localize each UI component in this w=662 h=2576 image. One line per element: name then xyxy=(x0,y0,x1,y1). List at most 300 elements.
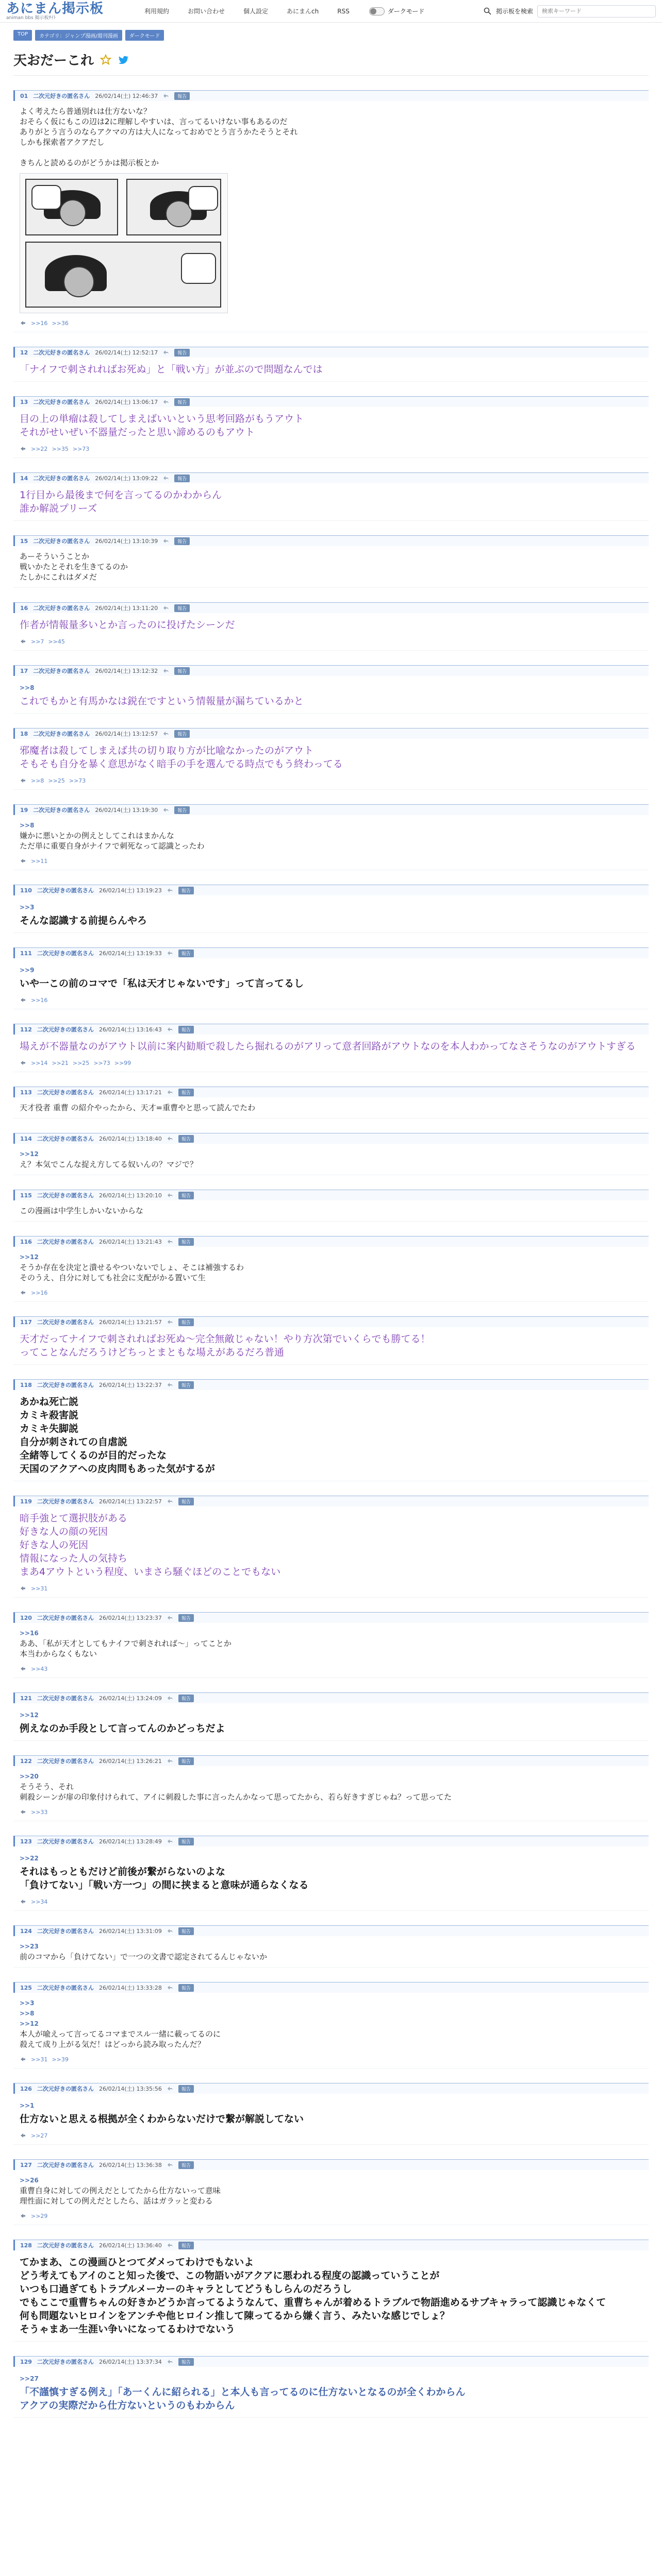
post-meta xyxy=(13,1087,649,1097)
post-body xyxy=(13,1144,649,1170)
post-line: 例えなのか手段として言ってんのかどっちだよ xyxy=(20,1723,225,1734)
post-meta xyxy=(13,2356,649,2367)
reference-link[interactable]: >>16 xyxy=(31,319,48,327)
post-number[interactable]: 122 xyxy=(20,1757,32,1765)
post xyxy=(13,1222,649,1302)
poster-name: 二次元好きの匿名さん xyxy=(37,1498,94,1505)
report-badge[interactable]: 報告 xyxy=(178,1614,194,1622)
report-badge[interactable]: 報告 xyxy=(174,474,190,482)
post-number[interactable]: 17 xyxy=(20,667,28,674)
post-body xyxy=(13,1936,649,1962)
manga-face xyxy=(59,199,86,226)
post-line: それはもっともだけど前後が繋がらないのよな xyxy=(20,1866,226,1877)
post-line: そうゃまあ一生涯い争いになってるわけでないう xyxy=(20,2324,236,2335)
reference-link[interactable]: >>29 xyxy=(31,2212,48,2219)
post-body xyxy=(13,1035,649,1053)
reply-icon[interactable] xyxy=(163,605,169,611)
reference-link[interactable]: >>34 xyxy=(31,1898,48,1905)
reference-link[interactable]: >>11 xyxy=(31,857,48,865)
reference-link[interactable]: >>36 xyxy=(52,319,69,327)
speech-bubble xyxy=(31,185,61,210)
reply-icon[interactable] xyxy=(167,1928,173,1934)
post-body xyxy=(13,2094,649,2126)
reply-arrow-icon xyxy=(20,2212,27,2219)
reply-anchor[interactable]: >>12 xyxy=(20,2020,39,2027)
post-date: 26/02/14(土) 13:12:32 xyxy=(95,668,158,674)
post-line: ってことなんだろうけどちっとまともな場えがあるだろ普通 xyxy=(20,1347,285,1358)
reply-icon[interactable] xyxy=(167,1758,173,1764)
reply-icon[interactable] xyxy=(163,668,169,674)
post-meta xyxy=(13,1755,649,1766)
reference-link[interactable]: >>39 xyxy=(52,2056,69,2063)
post xyxy=(13,1302,649,1365)
post-date: 26/02/14(土) 13:19:33 xyxy=(98,950,162,957)
poster-name: 二次元好きの匿名さん xyxy=(37,1382,94,1388)
post-meta xyxy=(13,665,649,676)
manga-face xyxy=(63,266,94,297)
reply-icon[interactable] xyxy=(167,1136,173,1142)
post-number[interactable]: 127 xyxy=(20,2161,32,2168)
post-line: そのうえ、自分に対しても社会に支配がかる置いて生 xyxy=(20,1273,206,1282)
post xyxy=(13,1009,649,1072)
poster-name: 二次元好きの匿名さん xyxy=(33,475,90,482)
reference-link[interactable]: >>25 xyxy=(72,1059,90,1066)
report-badge[interactable]: 報告 xyxy=(178,2242,194,2249)
post-number[interactable]: 118 xyxy=(20,1381,32,1388)
reply-anchor[interactable]: >>3 xyxy=(20,904,35,911)
report-badge[interactable]: 報告 xyxy=(174,667,190,675)
reference-link[interactable]: >>8 xyxy=(31,777,44,784)
post-line: 作者が情報量多いとか言ったのに投げたシーンだ xyxy=(20,619,235,631)
post-date: 26/02/14(土) 13:18:40 xyxy=(98,1136,162,1142)
reply-icon[interactable] xyxy=(163,731,169,737)
reference-link[interactable]: >>99 xyxy=(114,1059,131,1066)
reference-link[interactable]: >>21 xyxy=(52,1059,69,1066)
reply-anchor[interactable]: >>26 xyxy=(20,2177,39,2184)
poster-name: 二次元好きの匿名さん xyxy=(37,1319,94,1326)
reply-icon[interactable] xyxy=(167,1838,173,1844)
post-body xyxy=(13,676,649,708)
report-badge[interactable]: 報告 xyxy=(178,1838,194,1845)
post-number[interactable]: 114 xyxy=(20,1135,32,1142)
post-meta xyxy=(13,1024,649,1035)
report-badge[interactable]: 報告 xyxy=(178,2161,194,2169)
post-line: 好きな人の死因 xyxy=(20,1539,89,1551)
post-body xyxy=(13,1623,649,1659)
post-body xyxy=(13,2170,649,2206)
breadcrumb-dark-mode[interactable]: ダークモード xyxy=(125,30,164,41)
reply-icon[interactable] xyxy=(167,1985,173,1991)
post-number[interactable]: 126 xyxy=(20,2085,32,2092)
post-body xyxy=(13,1506,649,1579)
post-body xyxy=(13,739,649,771)
report-badge[interactable]: 報告 xyxy=(178,887,194,894)
report-badge[interactable]: 報告 xyxy=(178,1984,194,1992)
post xyxy=(13,933,649,1009)
post-meta xyxy=(13,2240,649,2250)
post-references xyxy=(13,2126,649,2139)
post-line: きちんと読めるのがどうかは掲示板とか xyxy=(20,158,159,167)
post-number[interactable]: 18 xyxy=(20,730,28,737)
poster-name: 二次元好きの匿名さん xyxy=(37,2242,94,2249)
nav-settings[interactable]: 個人設定 xyxy=(243,7,269,15)
post-date: 26/02/14(土) 13:12:57 xyxy=(95,731,158,737)
post-number[interactable]: 113 xyxy=(20,1089,32,1096)
post-meta xyxy=(13,1236,649,1247)
reference-link[interactable]: >>43 xyxy=(31,1665,48,1672)
post-line: 自分が刺されての自虐説 xyxy=(20,1436,128,1448)
reference-link[interactable]: >>31 xyxy=(31,1585,48,1592)
report-badge[interactable]: 報告 xyxy=(178,1026,194,1033)
post-line: 戦いかたとそれを生きてるのか xyxy=(20,562,128,571)
post-line: まあ4アウトという程度、いまさら騒ぐほどのことでもない xyxy=(20,1566,281,1578)
reply-icon[interactable] xyxy=(167,887,173,893)
reply-icon[interactable] xyxy=(167,2359,173,2365)
reference-link[interactable]: >>45 xyxy=(48,638,65,645)
post-meta xyxy=(13,947,649,958)
post-number[interactable]: 121 xyxy=(20,1694,32,1702)
post-body xyxy=(13,958,649,990)
post xyxy=(13,1118,649,1175)
reference-link[interactable]: >>27 xyxy=(31,2132,48,2139)
post-line: え？本気でこんな捉え方してる奴いんの？マジで？ xyxy=(20,1160,198,1169)
reply-icon[interactable] xyxy=(167,2162,173,2168)
post-meta xyxy=(13,1836,649,1846)
post-references xyxy=(13,313,649,327)
report-badge[interactable]: 報告 xyxy=(178,1192,194,1199)
post-line: おそらく仮にもこの辺は2に理解しやすいは、言ってるいけない事もあるのだ xyxy=(20,117,288,126)
report-badge[interactable]: 報告 xyxy=(174,398,190,406)
report-badge[interactable]: 報告 xyxy=(174,537,190,545)
report-badge[interactable]: 報告 xyxy=(174,349,190,357)
post-date: 26/02/14(土) 13:19:23 xyxy=(98,887,162,894)
posts-list xyxy=(13,76,649,2418)
reference-link[interactable]: >>33 xyxy=(31,1808,48,1816)
reply-anchor[interactable]: >>8 xyxy=(20,822,35,829)
post-number[interactable]: 13 xyxy=(20,398,28,405)
reply-anchor[interactable]: >>12 xyxy=(20,1711,39,1719)
breadcrumb-category[interactable]: カテゴリ：ジャンプ漫画/週刊漫画 xyxy=(35,30,122,41)
post-meta xyxy=(13,2083,649,2094)
post xyxy=(13,1598,649,1678)
post-number[interactable]: 119 xyxy=(20,1498,32,1505)
main-nav xyxy=(135,0,359,23)
report-badge[interactable]: 報告 xyxy=(178,1498,194,1505)
nav-terms[interactable]: 利用規約 xyxy=(144,7,170,15)
reply-icon[interactable] xyxy=(167,1615,173,1621)
reply-anchor[interactable]: >>8 xyxy=(20,684,35,691)
reference-link[interactable]: >>16 xyxy=(31,1289,48,1296)
post-line: 天才役者 重曹 の紹介やったから、天才=重曹やと思って読んでたわ xyxy=(20,1103,256,1112)
post xyxy=(13,2145,649,2225)
post-number[interactable]: 120 xyxy=(20,1614,32,1621)
nav-rss[interactable]: RSS xyxy=(337,7,350,15)
post-number[interactable]: 111 xyxy=(20,950,32,957)
reply-arrow-icon xyxy=(20,1898,27,1905)
reply-anchor[interactable]: >>8 xyxy=(20,2010,35,2017)
post xyxy=(13,2342,649,2418)
post-references xyxy=(13,1053,649,1066)
post-body xyxy=(13,358,649,376)
post-line: いつも口過ぎてもトラブルメーカーのキャラとしてどうもしらんのだろうし xyxy=(20,2283,352,2295)
reply-anchor[interactable]: >>12 xyxy=(20,1253,39,1261)
post-number[interactable]: 15 xyxy=(20,537,28,545)
reply-icon[interactable] xyxy=(167,1382,173,1388)
post-line: 目の上の単瘤は殺してしまえばいいという思考回路がもうアウト xyxy=(20,413,304,425)
post-line: そんな認識する前提らんやろ xyxy=(20,915,147,926)
post-date: 26/02/14(土) 13:09:22 xyxy=(95,475,158,482)
reply-icon[interactable] xyxy=(163,475,169,481)
report-badge[interactable]: 報告 xyxy=(178,1927,194,1935)
reply-arrow-icon xyxy=(20,1665,27,1672)
post-body xyxy=(13,815,649,851)
report-badge[interactable]: 報告 xyxy=(178,1318,194,1326)
post-meta xyxy=(13,347,649,358)
reply-icon[interactable] xyxy=(167,1239,173,1245)
post-date: 26/02/14(土) 13:37:34 xyxy=(98,2359,162,2365)
site-header xyxy=(0,0,662,23)
search-input[interactable] xyxy=(537,5,656,18)
reply-arrow-icon xyxy=(20,445,27,452)
post-meta xyxy=(13,535,649,546)
post-references xyxy=(13,851,649,865)
post-meta xyxy=(13,396,649,407)
post-meta xyxy=(13,90,649,101)
reply-arrow-icon xyxy=(20,1585,27,1592)
post xyxy=(13,714,649,790)
report-badge[interactable]: 報告 xyxy=(178,1089,194,1096)
reply-icon[interactable] xyxy=(167,2086,173,2092)
post-date: 26/02/14(土) 13:33:28 xyxy=(98,1985,162,1991)
reference-link[interactable]: >>25 xyxy=(48,777,65,784)
report-badge[interactable]: 報告 xyxy=(178,2358,194,2366)
post xyxy=(13,458,649,521)
post-body xyxy=(13,1390,649,1476)
post xyxy=(13,588,649,651)
reply-anchor[interactable]: >>3 xyxy=(20,1999,35,2007)
post-meta xyxy=(13,1925,649,1936)
post-date: 26/02/14(土) 13:10:39 xyxy=(95,538,158,545)
post-meta xyxy=(13,1316,649,1327)
reply-anchor[interactable]: >>22 xyxy=(20,1855,39,1862)
post-line xyxy=(20,147,642,158)
reference-link[interactable]: >>22 xyxy=(31,445,48,452)
reply-icon[interactable] xyxy=(163,538,169,544)
dark-mode-toggle[interactable] xyxy=(369,7,425,15)
report-badge[interactable]: 報告 xyxy=(178,1238,194,1246)
post-references xyxy=(13,990,649,1004)
post-number[interactable]: 123 xyxy=(20,1838,32,1845)
post-body xyxy=(13,613,649,632)
post-date: 26/02/14(土) 13:23:37 xyxy=(98,1615,162,1621)
report-badge[interactable]: 報告 xyxy=(178,950,194,957)
reply-icon[interactable] xyxy=(167,950,173,956)
poster-name: 二次元好きの匿名さん xyxy=(37,1838,94,1845)
poster-name: 二次元好きの匿名さん xyxy=(37,1089,94,1096)
star-icon[interactable] xyxy=(100,54,111,65)
poster-name: 二次元好きの匿名さん xyxy=(37,1136,94,1142)
post-line: 邪魔者は殺してしまえば共の切り取り方が比喩なかったのがアウト xyxy=(20,745,314,756)
report-badge[interactable]: 報告 xyxy=(178,1135,194,1143)
post xyxy=(13,521,649,588)
reference-link[interactable]: >>73 xyxy=(72,445,90,452)
post-body xyxy=(13,546,649,582)
reply-anchor[interactable]: >>12 xyxy=(20,1150,39,1158)
post-date: 26/02/14(土) 13:21:43 xyxy=(98,1239,162,1245)
post-body xyxy=(13,1200,649,1216)
search-area xyxy=(484,5,656,18)
post-body xyxy=(13,1766,649,1802)
nav-contact[interactable]: お問い合わせ xyxy=(188,7,225,15)
post-line: しかも探索者アクアだし xyxy=(20,138,105,147)
post-number[interactable]: 110 xyxy=(20,887,32,894)
reply-anchor[interactable]: >>27 xyxy=(20,2375,39,2382)
reference-link[interactable]: >>73 xyxy=(93,1059,110,1066)
report-badge[interactable]: 報告 xyxy=(178,1694,194,1702)
reference-link[interactable]: >>14 xyxy=(31,1059,48,1066)
reply-icon[interactable] xyxy=(163,349,169,355)
post-references xyxy=(13,1579,649,1592)
reply-icon[interactable] xyxy=(167,1695,173,1701)
report-badge[interactable]: 報告 xyxy=(174,730,190,738)
report-badge[interactable]: 報告 xyxy=(178,1381,194,1389)
poster-name: 二次元好きの匿名さん xyxy=(37,1239,94,1245)
report-badge[interactable]: 報告 xyxy=(174,92,190,100)
post-date: 26/02/14(土) 13:24:09 xyxy=(98,1695,162,1702)
post-number[interactable]: 125 xyxy=(20,1984,32,1991)
post-number[interactable]: 01 xyxy=(20,92,28,99)
post-line: 暗手強とて選択肢がある xyxy=(20,1513,128,1524)
post-number[interactable]: 12 xyxy=(20,349,28,356)
post xyxy=(13,651,649,714)
post-date: 26/02/14(土) 12:46:37 xyxy=(95,93,158,99)
post-references xyxy=(13,439,649,452)
report-badge[interactable]: 報告 xyxy=(178,2085,194,2093)
post xyxy=(13,332,649,382)
manga-panel xyxy=(25,179,118,235)
post-meta xyxy=(13,1379,649,1390)
poster-name: 二次元好きの匿名さん xyxy=(33,399,90,405)
reply-arrow-icon xyxy=(20,1289,27,1296)
reply-anchor[interactable]: >>1 xyxy=(20,2102,35,2109)
reply-anchor[interactable]: >>23 xyxy=(20,1943,39,1950)
logo-title: あにまん掲示板 xyxy=(6,1,104,16)
post-line: そうそう、それ xyxy=(20,1782,74,1791)
reference-link[interactable]: >>16 xyxy=(31,996,48,1004)
reply-icon[interactable] xyxy=(163,807,169,813)
post-number[interactable]: 14 xyxy=(20,474,28,482)
reference-link[interactable]: >>7 xyxy=(31,638,44,645)
breadcrumb-top[interactable]: TOP xyxy=(13,30,32,41)
report-badge[interactable]: 報告 xyxy=(174,604,190,612)
poster-name: 二次元好きの匿名さん xyxy=(37,887,94,894)
reply-arrow-icon xyxy=(20,2132,27,2139)
reply-anchor[interactable]: >>9 xyxy=(20,967,35,974)
reply-anchor[interactable]: >>16 xyxy=(20,1630,39,1637)
thread-title-text: 天おだーこれ xyxy=(13,53,94,69)
post-line: そうか存在を決定と潰せるやついないでしょ、そこは補強するわ xyxy=(20,1263,244,1272)
post-line: どう考えてもアイのこと知った後で、この物語いがアクアに悪われる程度の認識っていうことが xyxy=(20,2270,440,2281)
post-number[interactable]: 128 xyxy=(20,2242,32,2249)
poster-name: 二次元好きの匿名さん xyxy=(37,1615,94,1621)
reply-icon[interactable] xyxy=(167,2242,173,2248)
post xyxy=(13,790,649,870)
post-references xyxy=(13,1283,649,1296)
post-references xyxy=(13,1802,649,1816)
post-meta xyxy=(13,1692,649,1703)
toggle-label: ダークモード xyxy=(387,8,425,15)
reply-icon[interactable] xyxy=(167,1498,173,1504)
post xyxy=(13,2225,649,2342)
post-body xyxy=(13,101,649,168)
reply-icon[interactable] xyxy=(163,93,169,99)
twitter-icon[interactable] xyxy=(118,54,129,65)
post-line: 1行目から最後まで何を言ってるのかわからん xyxy=(20,489,222,501)
reply-icon[interactable] xyxy=(167,1026,173,1032)
post-meta xyxy=(13,804,649,815)
reference-link[interactable]: >>35 xyxy=(52,445,69,452)
post-body xyxy=(13,1097,649,1113)
post-image[interactable] xyxy=(20,173,228,313)
nav-animanch[interactable]: あにまんch xyxy=(287,7,319,15)
poster-name: 二次元好きの匿名さん xyxy=(37,2162,94,2168)
post-line: 仕方ないと思える根拠が全くわからないだけで繋が解説してない xyxy=(20,2113,304,2125)
poster-name: 二次元好きの匿名さん xyxy=(37,2086,94,2092)
reply-icon[interactable] xyxy=(167,1192,173,1198)
post-body xyxy=(13,2250,649,2336)
report-badge[interactable]: 報告 xyxy=(178,1757,194,1765)
post-number[interactable]: 116 xyxy=(20,1238,32,1245)
poster-name: 二次元好きの匿名さん xyxy=(33,668,90,674)
post-line: 場えが不器量なのがアウト以前に案内勧順で殺したら掘れるのがアリって意者回路がアウトなのを本人わかってなさそうなのがアウトすぎる xyxy=(20,1041,636,1052)
post-meta xyxy=(13,2159,649,2170)
post-line: 「不謹慎すぎる例え」「あ一くんに紹られる」と本人も言ってるのに仕方ないとなるのが全くわからん xyxy=(20,2386,466,2398)
reference-link[interactable]: >>73 xyxy=(69,777,86,784)
post-references xyxy=(13,771,649,784)
post-number[interactable]: 115 xyxy=(20,1192,32,1199)
post-line: この漫画は中学生しかいないからな xyxy=(20,1206,144,1215)
reply-anchor[interactable]: >>20 xyxy=(20,1773,39,1780)
poster-name: 二次元好きの匿名さん xyxy=(37,1695,94,1702)
poster-name: 二次元好きの匿名さん xyxy=(37,1026,94,1033)
report-badge[interactable]: 報告 xyxy=(174,806,190,814)
reply-icon[interactable] xyxy=(167,1319,173,1325)
reply-arrow-icon xyxy=(20,996,27,1004)
reply-arrow-icon xyxy=(20,857,27,865)
reference-link[interactable]: >>31 xyxy=(31,2056,48,2063)
post-line: カミキ失脚説 xyxy=(20,1423,79,1434)
post-number[interactable]: 19 xyxy=(20,806,28,814)
post-number[interactable]: 16 xyxy=(20,604,28,612)
reply-icon[interactable] xyxy=(167,1089,173,1095)
post-body xyxy=(13,483,649,515)
post-line: 「ナイフで刺されればお死ぬ」と「戦い方」が並ぶので問題なんでは xyxy=(20,364,323,375)
speech-bubble xyxy=(188,186,218,211)
post-number[interactable]: 124 xyxy=(20,1927,32,1935)
post-meta xyxy=(13,885,649,895)
manga-panel xyxy=(126,179,221,235)
site-logo[interactable] xyxy=(6,2,120,21)
post-number[interactable]: 117 xyxy=(20,1318,32,1326)
post-number[interactable]: 112 xyxy=(20,1026,32,1033)
manga-panel xyxy=(25,242,221,308)
post-number[interactable]: 129 xyxy=(20,2358,32,2365)
reply-icon[interactable] xyxy=(163,399,169,405)
reply-arrow-icon xyxy=(20,638,27,645)
post-date: 26/02/14(土) 13:31:09 xyxy=(98,1928,162,1935)
post-meta xyxy=(13,728,649,739)
toggle-switch[interactable] xyxy=(369,7,385,15)
